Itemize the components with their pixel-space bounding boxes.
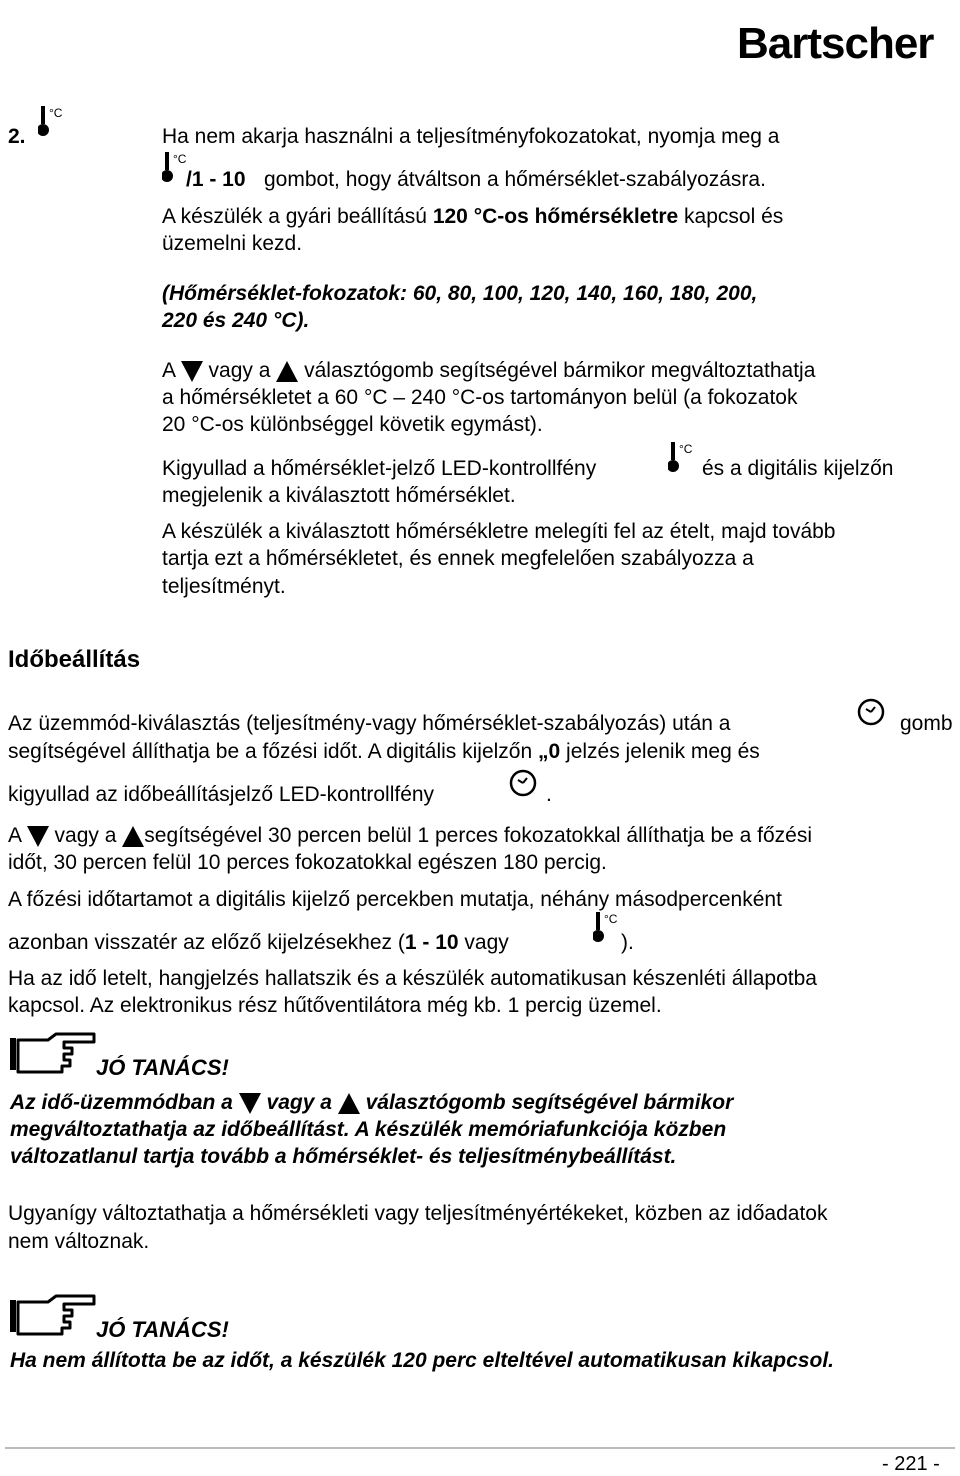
- svg-text:°C: °C: [604, 912, 618, 926]
- s2-p3-line1: (Hőmérséklet-fokozatok: 60, 80, 100, 120, 140, 160, 180, 200,: [162, 282, 758, 305]
- power-level-display: /1 - 10: [186, 168, 246, 191]
- ts-p1-line2: segítségével állíthatja be a főzési időt. A digitális kijelzőn „0 jelzés jelenik meg és: [8, 740, 760, 763]
- thermometer-icon: [668, 440, 698, 481]
- down-arrow-icon: [239, 1093, 261, 1114]
- s2-p4-line2: a hőmérsékletet a 60 °C – 240 °C-os tartományon belül (a fokozatok: [162, 386, 798, 409]
- s2-p2-line1: A készülék a gyári beállítású 120 °C-os hőmérsékletre kapcsol és: [162, 205, 784, 228]
- s2-p6-line2: tartja ezt a hőmérsékletet, és ennek megfelelően szabályozza a: [162, 547, 754, 570]
- power-level-display: 1 - 10: [404, 931, 459, 954]
- footer-divider: [5, 1447, 955, 1449]
- ts-p4-line2: kapcsol. Az elektronikus rész hűtőventilátora még kb. 1 percig üzemel.: [8, 994, 662, 1017]
- s2-p1-line2: gombot, hogy átváltson a hőmérséklet-szabályozásra.: [264, 168, 766, 191]
- mid-line1: Ugyanígy változtathatja a hőmérsékleti vagy teljesítményértékeket, közben az időadatok: [8, 1202, 828, 1225]
- tip1-line1: Az idő-üzemmódban a vagy a választógomb segítségével bármikor: [10, 1091, 734, 1114]
- thermometer-icon: [38, 104, 68, 145]
- tip1-line3: változatlanul tartja tovább a hőmérséklet- és teljesítménybeállítást.: [10, 1145, 677, 1168]
- down-arrow-icon: [181, 361, 203, 382]
- tip-label: JÓ TANÁCS!: [96, 1317, 229, 1342]
- thermometer-icon: [593, 910, 623, 951]
- ts-p1-line1a: Az üzemmód-kiválasztás (teljesítmény-vagy hőmérséklet-szabályozás) után a: [8, 712, 731, 735]
- up-arrow-icon: [122, 826, 144, 847]
- s2-p4-line3: 20 °C-os különbséggel követik egymást).: [162, 413, 543, 436]
- ts-p3-line2-end: ).: [621, 931, 634, 954]
- ts-p2-line1: A vagy a segítségével 30 percen belül 1 perces fokozatokkal állíthatja be a főzési: [8, 824, 813, 847]
- s2-p4-line1: A vagy a választógomb segítségével bármikor megváltoztathatja: [162, 359, 816, 382]
- logo-text: Bartscher: [737, 19, 934, 68]
- svg-text:°C: °C: [49, 106, 63, 120]
- page-number: - 221 -: [882, 1453, 940, 1475]
- up-arrow-icon: [338, 1093, 360, 1114]
- tip2-line1: Ha nem állította be az időt, a készülék 120 perc elteltével automatikusan kikapcsol.: [10, 1349, 834, 1372]
- ts-p4-line1: Ha az idő letelt, hangjelzés hallatszik és a készülék automatikusan készenléti állapotba: [8, 967, 817, 990]
- s2-p5-line2: megjelenik a kiválasztott hőmérséklet.: [162, 484, 516, 507]
- pointing-hand-icon: [8, 1030, 96, 1081]
- ts-p1-line3: kigyullad az időbeállításjelző LED-kontrollfény: [8, 783, 435, 806]
- ts-p1-line1b: gomb: [900, 712, 953, 735]
- clock-icon: [856, 697, 886, 732]
- bartscher-logo: [735, 6, 947, 68]
- section-number: 2.: [8, 125, 26, 148]
- mid-line2: nem változnak.: [8, 1230, 150, 1253]
- s2-p2-line2: üzemelni kezd.: [162, 232, 303, 255]
- s2-p5-line1b: és a digitális kijelzőn: [702, 457, 894, 480]
- s2-p3-line2: 220 és 240 °C).: [162, 309, 310, 332]
- s2-p1-line1: Ha nem akarja használni a teljesítményfokozatokat, nyomja meg a: [162, 125, 780, 148]
- up-arrow-icon: [276, 361, 298, 382]
- s2-p5-line1a: Kigyullad a hőmérséklet-jelző LED-kontrollfény: [162, 457, 597, 480]
- ts-p1-line3-end: .: [546, 783, 552, 806]
- s2-p6-line3: teljesítményt.: [162, 575, 286, 598]
- tip-label: JÓ TANÁCS!: [96, 1055, 229, 1080]
- ts-p3-line2: azonban visszatér az előző kijelzésekhez (1 - 10 vagy: [8, 931, 509, 954]
- ts-p2-line2: időt, 30 percen felül 10 perces fokozatokkal egészen 180 percig.: [8, 851, 607, 874]
- down-arrow-icon: [27, 826, 49, 847]
- pointing-hand-icon: [8, 1292, 96, 1343]
- tip1-line2: megváltoztathatja az időbeállítást. A készülék memóriafunkciója közben: [10, 1118, 727, 1141]
- svg-text:°C: °C: [679, 442, 693, 456]
- s2-p6-line1: A készülék a kiválasztott hőmérsékletre melegíti fel az ételt, majd tovább: [162, 520, 836, 543]
- clock-icon: [508, 768, 538, 803]
- svg-text:°C: °C: [173, 152, 187, 166]
- ts-p3-line1: A főzési időtartamot a digitális kijelző percekben mutatja, néhány másodpercenként: [8, 888, 782, 911]
- section-heading: Időbeállítás: [8, 646, 141, 673]
